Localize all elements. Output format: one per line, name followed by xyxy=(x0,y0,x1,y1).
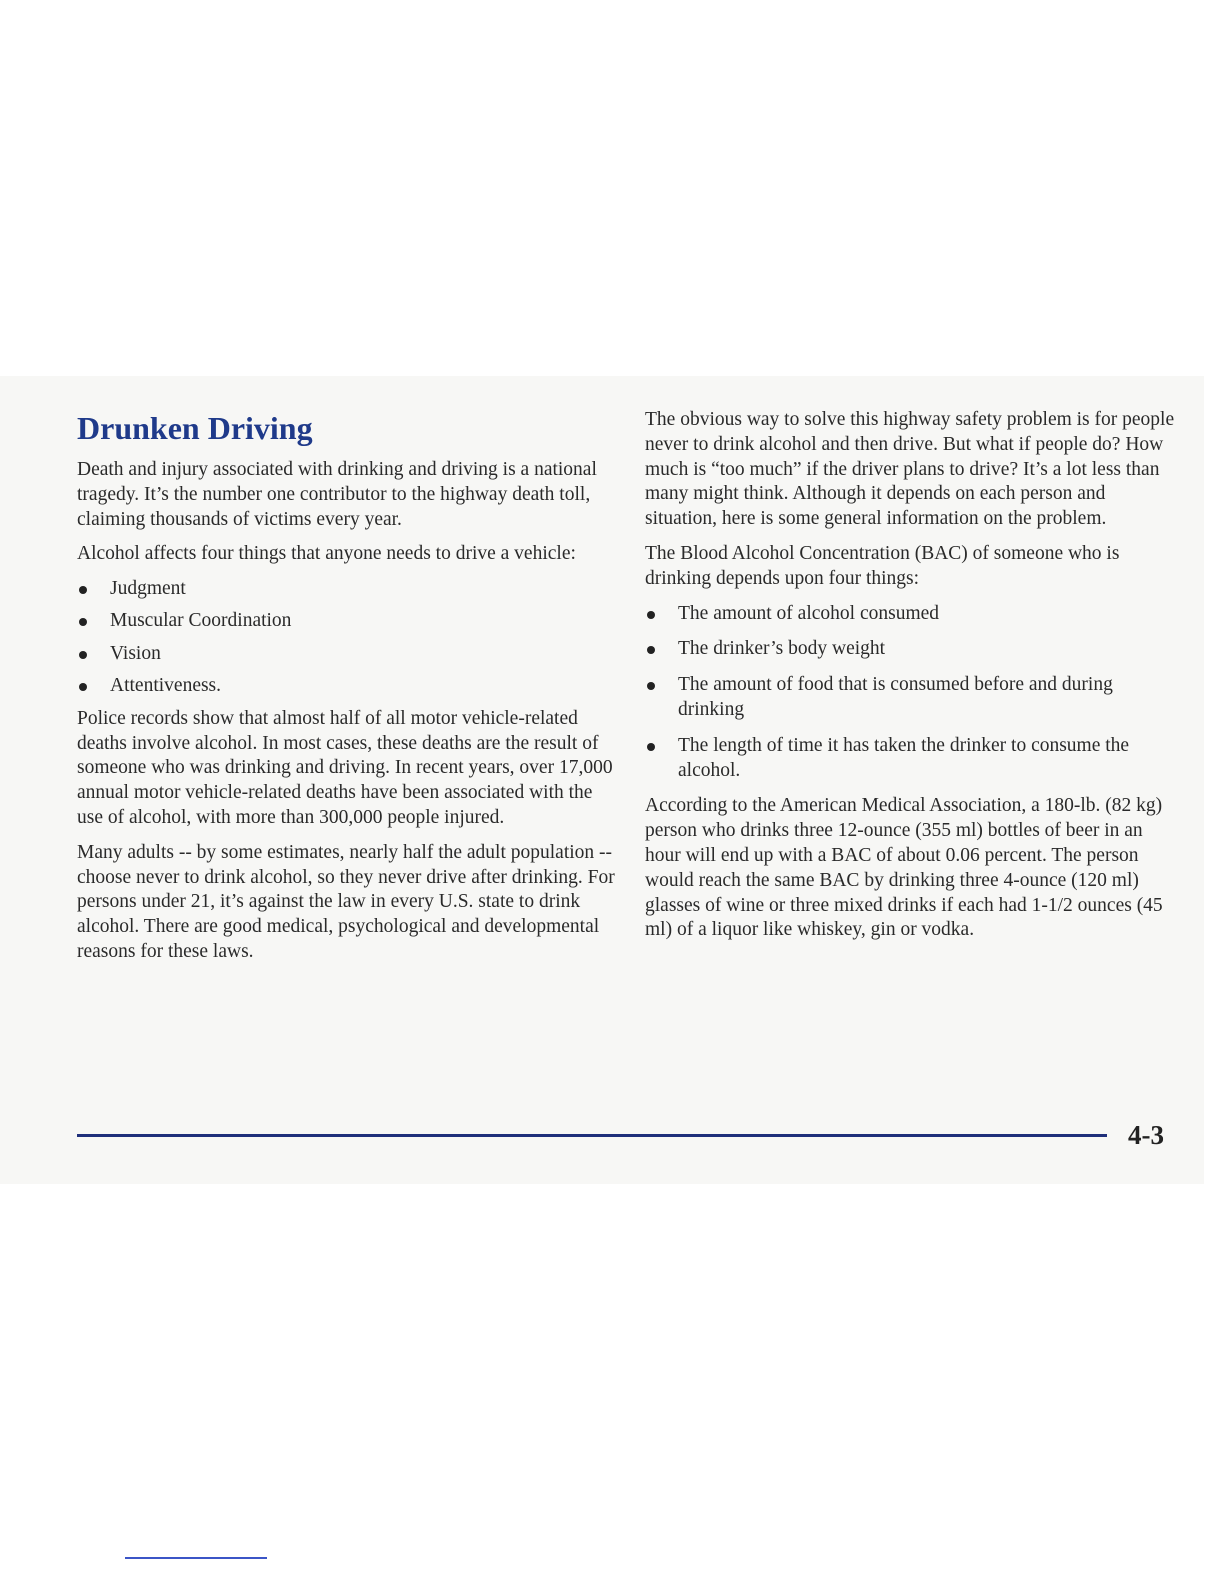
list-item: The length of time it has taken the drinker to consume the alcohol. xyxy=(645,734,1175,784)
adults-paragraph: Many adults -- by some estimates, nearly half the adult population -- choose never to drink alcohol, so they never drive after drinking. For persons under 21, it’s against the law in every U.S. state to drink alcohol. There are good medical, psychological and developmental reasons for these laws. xyxy=(77,841,615,963)
solve-paragraph: The obvious way to solve this highway safety problem is for people never to drink alcohol and then drive. But what if people do? How much is “too much” if the driver plans to drive? It’s a lot less than many might think. Although it depends on each person and situation, here is some general information on the problem. xyxy=(645,409,1175,530)
footer-rule xyxy=(77,1134,1107,1137)
bullet-icon xyxy=(647,611,655,619)
bullet-icon xyxy=(79,683,87,691)
bullet-icon xyxy=(79,618,87,626)
affects-lead-paragraph: Alcohol affects four things that anyone needs to drive a vehicle: xyxy=(77,543,576,565)
list-item: Attentiveness. xyxy=(77,674,615,699)
list-item: The amount of alcohol consumed xyxy=(645,602,1175,627)
left-column xyxy=(77,408,615,975)
bac-lead-paragraph: The Blood Alcohol Concentration (BAC) of someone who is drinking depends upon four things: xyxy=(645,542,1120,589)
right-column xyxy=(645,408,1175,953)
page-number: 4-3 xyxy=(1128,1120,1164,1150)
police-records-paragraph: Police records show that almost half of all motor vehicle-related deaths involve alcohol. In most cases, these deaths are the result of someone who was drinking and driving. In recent years, over 17,000 annual motor vehicle-related deaths have been associated with the use of alcohol, with more than 300,000 people injured. xyxy=(77,707,613,829)
list-item: Muscular Coordination xyxy=(77,609,615,634)
affects-list xyxy=(77,577,615,699)
stray-line xyxy=(125,1557,267,1559)
bullet-icon xyxy=(647,646,655,654)
list-item: The amount of food that is consumed before and during drinking xyxy=(645,673,1175,723)
list-item: Judgment xyxy=(77,577,615,602)
list-item: Vision xyxy=(77,642,615,667)
section-title: Drunken Driving xyxy=(77,410,313,446)
intro-paragraph: Death and injury associated with drinking and driving is a national tragedy. It’s the number one contributor to the highway death toll, claiming thousands of victims every year. xyxy=(77,459,597,530)
bullet-icon xyxy=(647,682,655,690)
bullet-icon xyxy=(647,743,655,751)
list-item: The drinker’s body weight xyxy=(645,637,1175,662)
bullet-icon xyxy=(79,651,87,659)
bullet-icon xyxy=(79,586,87,594)
ama-paragraph: According to the American Medical Association, a 180-lb. (82 kg) person who drinks three 12-ounce (355 ml) bottles of beer in an hour will end up with a BAC of about 0.06 percent. The person would reach the same BAC by drinking three 4-ounce (120 ml) glasses of wine or three mixed drinks if each had 1-1/2 ounces (45 ml) of a liquor like whiskey, gin or vodka. xyxy=(645,795,1163,941)
bac-factors-list xyxy=(645,602,1175,784)
